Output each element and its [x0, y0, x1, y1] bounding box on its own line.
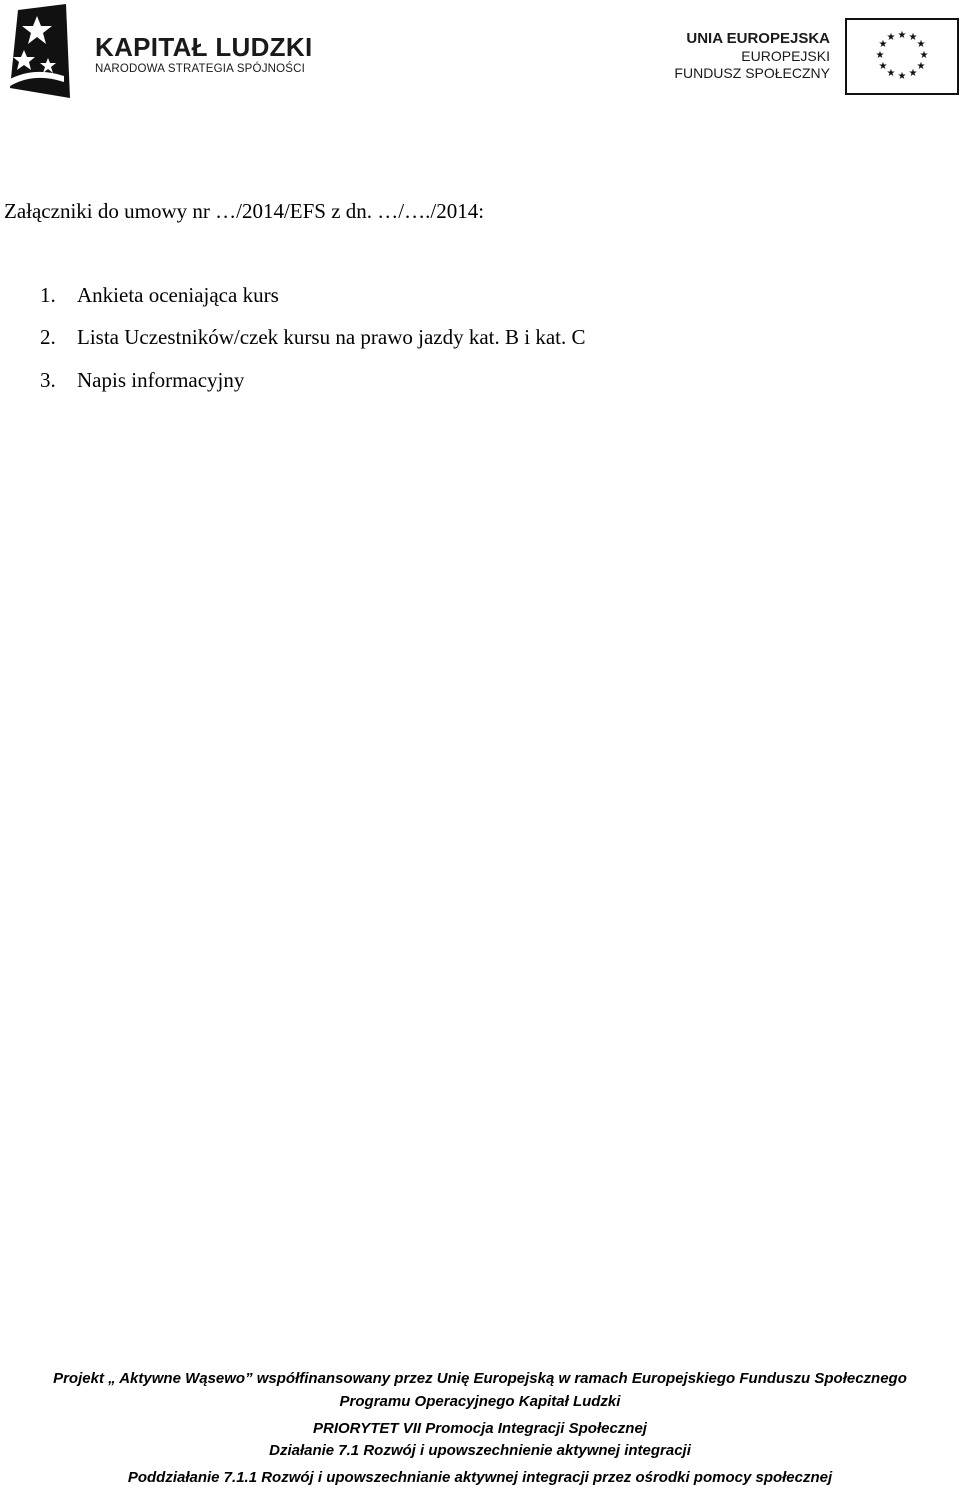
svg-text:★: ★ — [916, 39, 926, 50]
list-item-number: 3. — [40, 368, 56, 392]
kapital-ludzki-title: KAPITAŁ LUDZKI — [95, 32, 313, 62]
svg-text:★: ★ — [919, 50, 929, 61]
footer-program-line: Programu Operacyjnego Kapitał Ludzki — [339, 1393, 621, 1410]
eu-title: UNIA EUROPEJSKA — [686, 30, 830, 47]
svg-text:★: ★ — [897, 30, 907, 41]
svg-text:★: ★ — [886, 32, 896, 43]
list-item — [40, 368, 244, 393]
list-item-text: Napis informacyjny — [77, 368, 245, 392]
footer-priority-line: PRIORYTET VII Promocja Integracji Społecznej — [313, 1420, 647, 1437]
footer-subaction-line: Poddziałanie 7.1.1 Rozwój i upowszechnianie aktywnej integracji przez ośrodki pomocy społecznej — [127, 1469, 833, 1486]
svg-text:★: ★ — [878, 39, 888, 50]
list-item — [40, 283, 279, 308]
kapital-ludzki-text — [95, 34, 312, 75]
eu-fund-line1: EUROPEJSKI — [741, 48, 830, 64]
attachments-intro: Załączniki do umowy nr …/2014/EFS z dn. …/…./2014: — [4, 199, 485, 223]
page-header — [0, 0, 960, 110]
footer-action-line: Działanie 7.1 Rozwój i upowszechnienie aktywnej integracji — [269, 1442, 691, 1459]
svg-text:★: ★ — [875, 50, 885, 61]
svg-text:★: ★ — [886, 68, 896, 79]
list-item-number: 1. — [40, 283, 56, 307]
kapital-ludzki-subtitle: NARODOWA STRATEGIA SPÓJNOŚCI — [95, 63, 306, 75]
svg-text:★: ★ — [897, 71, 907, 82]
list-item-text: Ankieta oceniająca kurs — [77, 283, 279, 307]
list-item — [40, 325, 586, 350]
eu-text — [674, 30, 830, 82]
document-body — [4, 197, 586, 392]
svg-text:★: ★ — [908, 68, 918, 79]
footer-project-line: Projekt „ Aktywne Wąsewo” współfinansowany przez Unię Europejską w ramach Europejskiego Funduszu Społecznego — [53, 1370, 907, 1387]
kapital-ludzki-logo-icon — [4, 2, 70, 98]
list-item-number: 2. — [40, 325, 56, 349]
svg-text:★: ★ — [916, 61, 926, 72]
svg-text:★: ★ — [908, 32, 918, 43]
svg-text:★: ★ — [878, 61, 888, 72]
list-item-text: Lista Uczestników/czek kursu na prawo jazdy kat. B i kat. C — [77, 325, 586, 349]
eu-flag-icon — [845, 18, 959, 95]
eu-fund-line2: FUNDUSZ SPOŁECZNY — [674, 65, 830, 81]
